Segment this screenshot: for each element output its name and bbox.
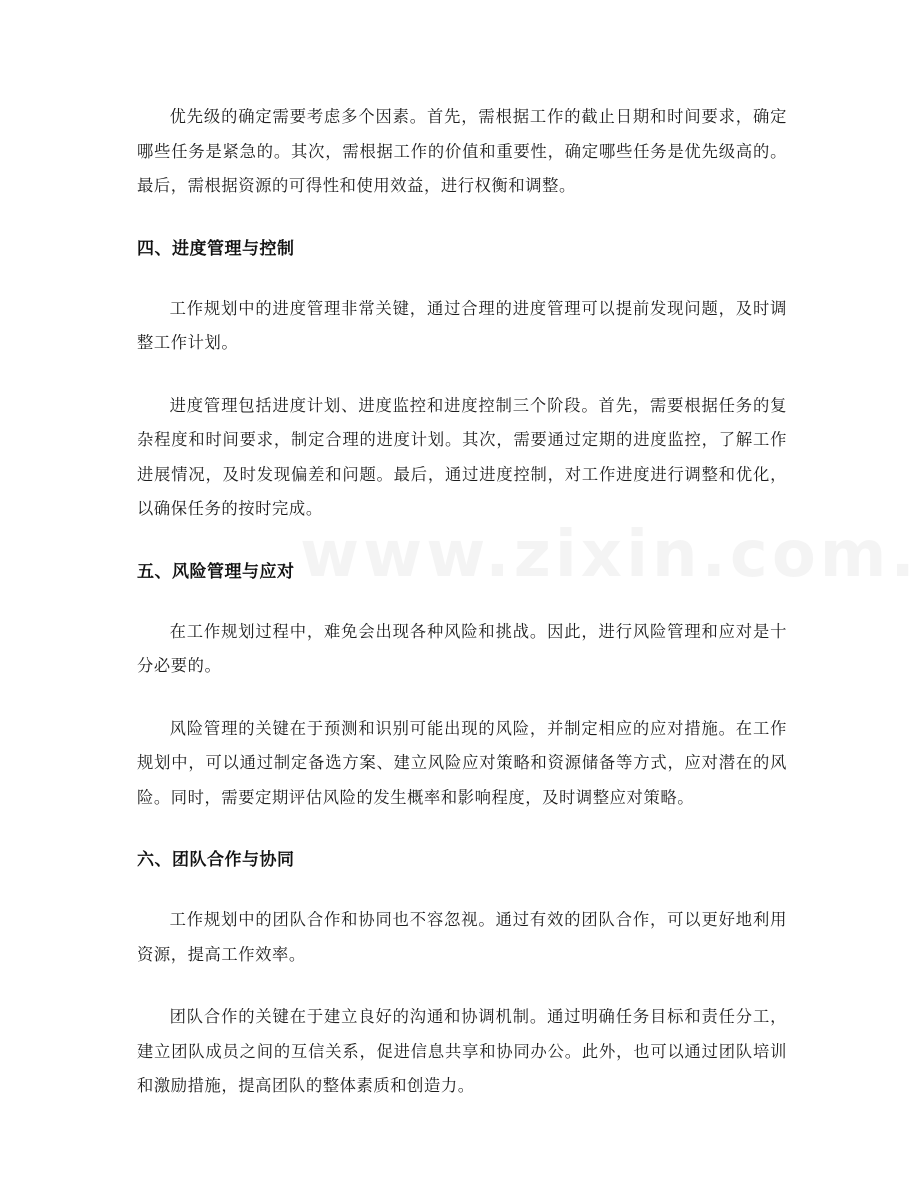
paragraph: 进度管理包括进度计划、进度监控和进度控制三个阶段。首先，需要根据任务的复杂程度和时间要求，制定合理的进度计划。其次，需要通过定期的进度监控，了解工作进展情况，及时发现偏差和问题。最后，通过进度控制，对工作进度进行调整和优化，以确保任务的按时完成。 bbox=[137, 395, 787, 518]
section-heading-risk: 五、风险管理与应对 bbox=[137, 561, 295, 582]
paragraph: 工作规划中的团队合作和协同也不容忽视。通过有效的团队合作，可以更好地利用资源，提高工作效率。 bbox=[137, 910, 787, 964]
section-heading-progress: 四、进度管理与控制 bbox=[137, 238, 295, 259]
document-body bbox=[137, 100, 787, 1132]
section-heading-teamwork: 六、团队合作与协同 bbox=[137, 850, 295, 870]
paragraph: 团队合作的关键在于建立良好的沟通和协调机制。通过明确任务目标和责任分工，建立团队成员之间的互信关系，促进信息共享和协同办公。此外，也可以通过团队培训和激励措施，提高团队的整体素质和创造力。 bbox=[137, 1007, 787, 1095]
paragraph: 风险管理的关键在于预测和识别可能出现的风险，并制定相应的应对措施。在工作规划中，可以通过制定备选方案、建立风险应对策略和资源储备等方式，应对潜在的风险。同时，需要定期评估风险的发生概率和影响程度，及时调整应对策略。 bbox=[137, 718, 787, 807]
paragraph: 在工作规划过程中，难免会出现各种风险和挑战。因此，进行风险管理和应对是十分必要的。 bbox=[137, 621, 787, 675]
paragraph: 工作规划中的进度管理非常关键，通过合理的进度管理可以提前发现问题，及时调整工作计划。 bbox=[137, 298, 787, 352]
intro-paragraph: 优先级的确定需要考虑多个因素。首先，需根据工作的截止日期和时间要求，确定哪些任务是紧急的。其次，需根据工作的价值和重要性，确定哪些任务是优先级高的。最后，需根据资源的可得性和使用效益，进行权衡和调整。 bbox=[137, 107, 787, 195]
